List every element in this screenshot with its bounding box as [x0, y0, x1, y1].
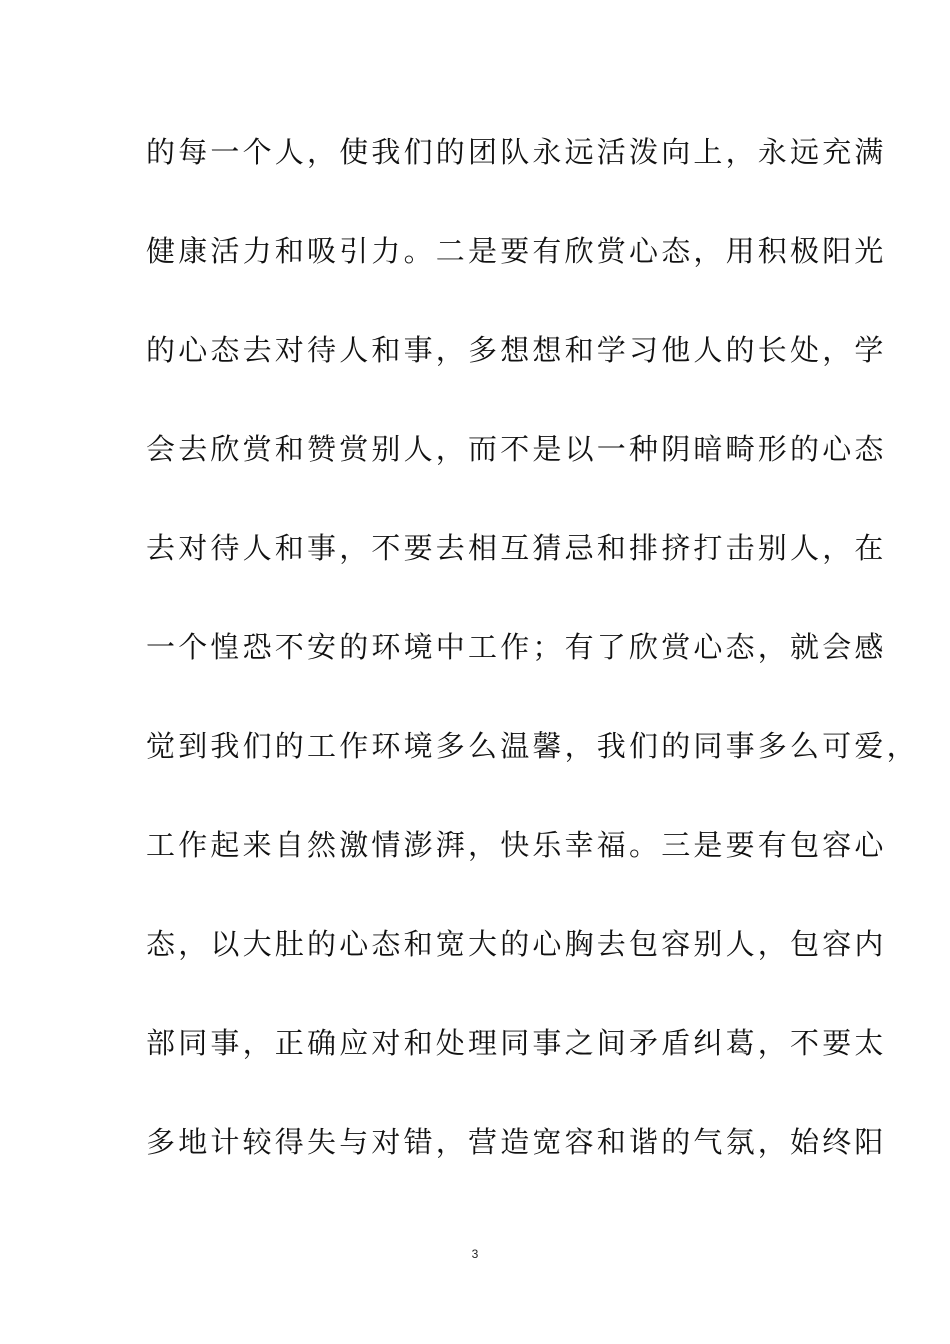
text-line: 去对待人和事，不要去相互猜忌和排挤打击别人，在 — [146, 531, 887, 565]
text-line: 会去欣赏和赞赏别人，而不是以一种阴暗畸形的心态 — [146, 432, 887, 466]
text-line: 健康活力和吸引力。二是要有欣赏心态，用积极阳光 — [146, 234, 887, 268]
text-line: 的每一个人，使我们的团队永远活泼向上，永远充满 — [146, 135, 887, 169]
text-line: 多地计较得失与对错，营造宽容和谐的气氛，始终阳 — [146, 1125, 887, 1159]
text-line: 的心态去对待人和事，多想想和学习他人的长处，学 — [146, 333, 887, 367]
text-line: 一个惶恐不安的环境中工作；有了欣赏心态，就会感 — [146, 630, 887, 664]
text-line: 部同事，正确应对和处理同事之间矛盾纠葛，不要太 — [146, 1026, 887, 1060]
text-line: 工作起来自然激情澎湃，快乐幸福。三是要有包容心 — [146, 828, 887, 862]
page-number: 3 — [471, 1247, 479, 1261]
body-text — [146, 124, 919, 1213]
text-line: 觉到我们的工作环境多么温馨，我们的同事多么可爱， — [146, 729, 919, 763]
text-line: 态，以大肚的心态和宽大的心胸去包容别人，包容内 — [146, 927, 887, 961]
